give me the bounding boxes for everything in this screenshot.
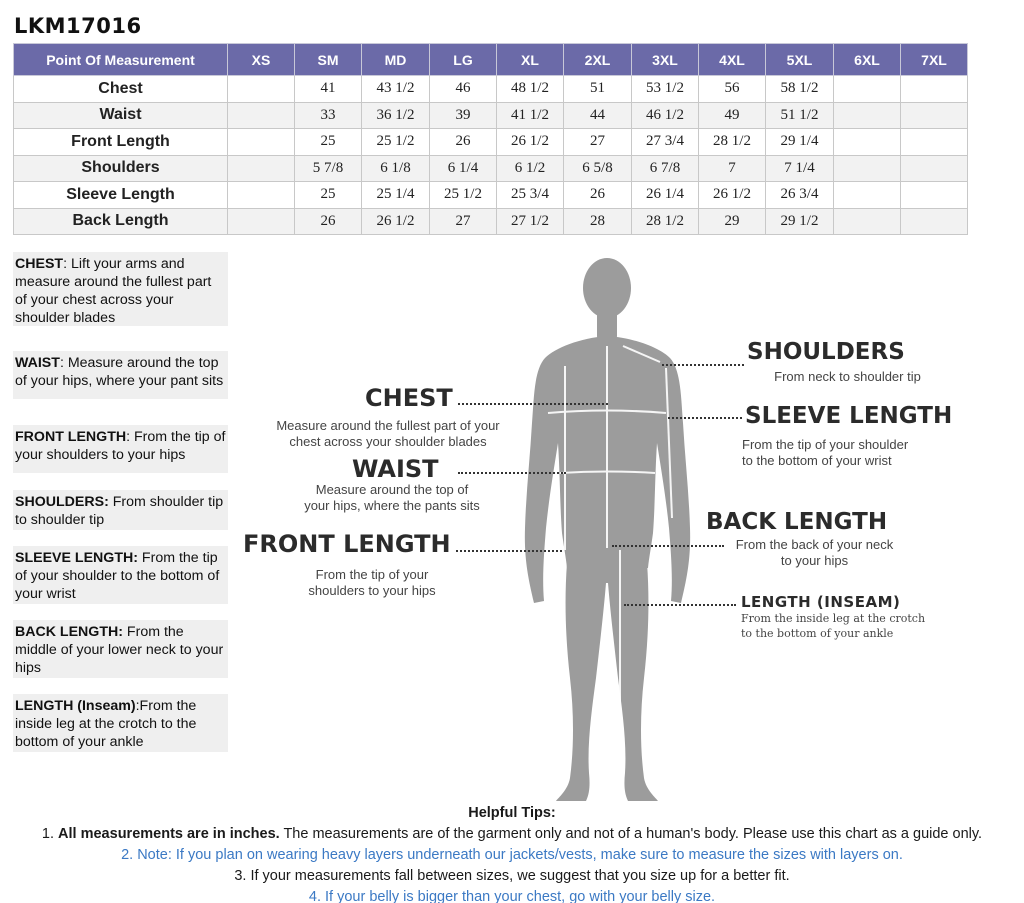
table-cell	[228, 76, 295, 103]
table-row	[14, 155, 968, 182]
callout-chest-sub1: Measure around the fullest part of your	[276, 418, 500, 433]
definition-term: BACK LENGTH:	[15, 624, 123, 640]
callout-waist-sub2: your hips, where the pants sits	[304, 498, 480, 513]
table-cell: 5 7/8	[295, 155, 362, 182]
callout-waist-sub1: Measure around the top of	[315, 482, 469, 497]
tip-1-prefix: 1.	[41, 826, 59, 842]
table-cell	[228, 208, 295, 235]
table-cell: 26 1/2	[699, 182, 766, 209]
table-cell: 27	[430, 208, 497, 235]
table-cell: 43 1/2	[362, 76, 430, 103]
tip-2: 2. Note: If you plan on wearing heavy layers underneath our jackets/vests, make sure to measure the sizes with layers on.	[121, 847, 903, 863]
table-cell	[901, 155, 968, 182]
callout-front-length-title: FRONT LENGTH	[243, 530, 451, 558]
tip-1	[0, 824, 1024, 845]
size-chart-table	[13, 43, 968, 235]
leader-line-waist	[458, 472, 566, 474]
body-silhouette-figure	[520, 258, 695, 803]
table-cell: 28 1/2	[632, 208, 699, 235]
table-cell: 29	[699, 208, 766, 235]
table-row	[14, 208, 968, 235]
definition-term: SLEEVE LENGTH:	[15, 550, 138, 566]
callout-back-length-title: BACK LENGTH	[706, 509, 888, 535]
table-cell	[228, 155, 295, 182]
header-cell: Point Of Measurement	[14, 44, 228, 76]
row-label: Front Length	[14, 129, 228, 156]
header-cell: 4XL	[699, 44, 766, 76]
header-cell: LG	[430, 44, 497, 76]
definition-chest	[13, 252, 228, 326]
helpful-tips	[0, 803, 1024, 903]
table-cell: 26	[295, 208, 362, 235]
definition-term: SHOULDERS:	[15, 494, 109, 510]
callout-inseam-sub1: From the inside leg at the crotch	[741, 612, 926, 625]
definition-term: CHEST	[15, 256, 64, 272]
definition-text: From the middle of your lower neck to your hips	[15, 624, 224, 676]
table-cell: 56	[699, 76, 766, 103]
table-cell: 51 1/2	[766, 102, 834, 129]
table-cell: 6 5/8	[564, 155, 632, 182]
definition-text: :From the inside leg at the crotch to the bottom of your ankle	[15, 698, 197, 750]
table-cell: 53 1/2	[632, 76, 699, 103]
callout-waist-title: WAIST	[352, 455, 439, 483]
header-cell: 3XL	[632, 44, 699, 76]
table-cell	[901, 102, 968, 129]
table-cell: 26	[564, 182, 632, 209]
table-cell: 46	[430, 76, 497, 103]
table-row	[14, 129, 968, 156]
table-cell: 26 1/2	[362, 208, 430, 235]
header-cell: 5XL	[766, 44, 834, 76]
table-cell	[834, 76, 901, 103]
callout-inseam-sub2: to the bottom of your ankle	[741, 627, 894, 640]
table-cell: 46 1/2	[632, 102, 699, 129]
callout-back-length-sub2: to your hips	[780, 553, 849, 568]
definition-term: FRONT LENGTH	[15, 429, 127, 445]
table-cell: 36 1/2	[362, 102, 430, 129]
callout-shoulders-title: SHOULDERS	[747, 339, 905, 365]
table-cell	[901, 182, 968, 209]
product-code: LKM17016	[14, 14, 142, 38]
table-cell: 25 1/2	[430, 182, 497, 209]
callout-inseam-title: LENGTH (INSEAM)	[741, 593, 901, 611]
row-label: Waist	[14, 102, 228, 129]
table-cell: 7 1/4	[766, 155, 834, 182]
table-cell: 7	[699, 155, 766, 182]
callout-front-length-sub1: From the tip of your	[315, 567, 429, 582]
table-cell: 6 1/8	[362, 155, 430, 182]
callout-sleeve-length-sub1: From the tip of your shoulder	[742, 437, 909, 452]
leader-line-back-length	[612, 545, 724, 547]
table-cell: 58 1/2	[766, 76, 834, 103]
table-cell: 6 1/2	[497, 155, 564, 182]
header-cell: SM	[295, 44, 362, 76]
leader-line-sleeve-length	[668, 417, 742, 419]
table-cell	[901, 76, 968, 103]
tip-3: 3. If your measurements fall between sizes, we suggest that you size up for a better fit.	[234, 868, 790, 884]
table-row	[14, 76, 968, 103]
definition-text: From the tip of your shoulder to the bottom of your wrist	[15, 550, 220, 602]
definition-back-length	[13, 620, 228, 678]
tip-1-rest: The measurements are of the garment only and not of a human's body. Please use this chart as a guide only.	[279, 826, 983, 842]
table-cell: 25	[295, 182, 362, 209]
header-cell: 2XL	[564, 44, 632, 76]
table-cell	[834, 102, 901, 129]
table-cell: 28	[564, 208, 632, 235]
definition-text: : Measure around the top of your hips, where your pant sits	[15, 355, 224, 389]
table-cell: 28 1/2	[699, 129, 766, 156]
table-cell: 27	[564, 129, 632, 156]
table-row	[14, 182, 968, 209]
header-cell: 7XL	[901, 44, 968, 76]
leader-line-shoulders	[662, 364, 744, 366]
table-cell	[228, 129, 295, 156]
definition-shoulders	[13, 490, 228, 530]
definition-text: : Lift your arms and measure around the fullest part of your chest across your shoulder blades	[15, 256, 212, 326]
tip-1-bold: All measurements are in inches.	[58, 826, 280, 842]
table-cell	[834, 182, 901, 209]
table-cell: 27 3/4	[632, 129, 699, 156]
table-cell: 48 1/2	[497, 76, 564, 103]
table-cell	[901, 129, 968, 156]
table-cell: 33	[295, 102, 362, 129]
definition-term: WAIST	[15, 355, 60, 371]
definition-inseam	[13, 694, 228, 752]
callout-chest-sub2: chest across your shoulder blades	[289, 434, 487, 449]
table-cell: 26 1/4	[632, 182, 699, 209]
tips-heading: Helpful Tips:	[468, 805, 556, 821]
row-label: Sleeve Length	[14, 182, 228, 209]
leader-line-inseam	[624, 604, 736, 606]
leader-line-chest	[458, 403, 608, 405]
tip-4: 4. If your belly is bigger than your chest, go with your belly size.	[308, 889, 716, 903]
table-cell: 29 1/4	[766, 129, 834, 156]
table-cell: 29 1/2	[766, 208, 834, 235]
table-cell	[901, 208, 968, 235]
table-cell	[228, 182, 295, 209]
leader-line-front-length	[456, 550, 562, 552]
callout-sleeve-length-title: SLEEVE LENGTH	[745, 403, 953, 429]
header-cell: XS	[228, 44, 295, 76]
callout-chest-title: CHEST	[365, 384, 453, 412]
table-cell: 26	[430, 129, 497, 156]
table-cell: 41 1/2	[497, 102, 564, 129]
callout-shoulders-sub1: From neck to shoulder tip	[774, 369, 921, 384]
row-label: Back Length	[14, 208, 228, 235]
callout-sleeve-length-sub2: to the bottom of your wrist	[742, 453, 892, 468]
header-cell: 6XL	[834, 44, 901, 76]
table-header-row	[14, 44, 968, 76]
table-cell: 25 1/2	[362, 129, 430, 156]
table-cell: 41	[295, 76, 362, 103]
table-cell: 6 7/8	[632, 155, 699, 182]
table-cell: 51	[564, 76, 632, 103]
header-cell: XL	[497, 44, 564, 76]
definition-front-length	[13, 425, 228, 473]
table-cell	[834, 208, 901, 235]
table-cell: 44	[564, 102, 632, 129]
table-row	[14, 102, 968, 129]
table-cell: 49	[699, 102, 766, 129]
table-cell	[228, 102, 295, 129]
table-cell	[834, 129, 901, 156]
callout-front-length-sub2: shoulders to your hips	[308, 583, 436, 598]
table-cell: 25 1/4	[362, 182, 430, 209]
definition-term: LENGTH (Inseam)	[15, 698, 136, 714]
table-cell: 6 1/4	[430, 155, 497, 182]
definition-waist	[13, 351, 228, 399]
definition-text: : From the tip of your shoulders to your hips	[15, 429, 226, 463]
definition-sleeve-length	[13, 546, 228, 604]
table-cell: 39	[430, 102, 497, 129]
header-cell: MD	[362, 44, 430, 76]
table-cell	[834, 155, 901, 182]
table-cell: 26 1/2	[497, 129, 564, 156]
table-cell: 25	[295, 129, 362, 156]
row-label: Shoulders	[14, 155, 228, 182]
definition-text: From shoulder tip to shoulder tip	[15, 494, 224, 528]
table-cell: 27 1/2	[497, 208, 564, 235]
table-cell: 26 3/4	[766, 182, 834, 209]
row-label: Chest	[14, 76, 228, 103]
table-cell: 25 3/4	[497, 182, 564, 209]
callout-back-length-sub1: From the back of your neck	[735, 537, 894, 552]
